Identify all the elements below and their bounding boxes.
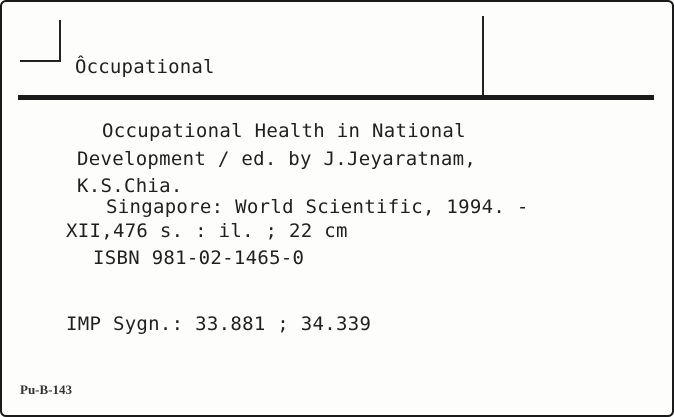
title-line-2: Development / ed. by J.Jeyaratnam, <box>77 148 477 170</box>
corner-mark-horizontal <box>20 60 61 62</box>
column-divider <box>482 16 484 98</box>
imprint-line-1: Singapore: World Scientific, 1994. - <box>106 196 529 218</box>
heading-rule <box>18 95 654 100</box>
corner-mark-vertical <box>59 20 61 62</box>
title-line-1: Occupational Health in National <box>102 120 466 142</box>
footer-code: Pu-B-143 <box>20 382 72 397</box>
subject-heading: Ôccupational <box>75 56 215 78</box>
imprint-line-2: XII,476 s. : il. ; 22 cm <box>66 220 348 242</box>
isbn-line: ISBN 981-02-1465-0 <box>93 247 305 269</box>
signature-line: IMP Sygn.: 33.881 ; 34.339 <box>66 313 372 335</box>
title-line-3: K.S.Chia. <box>77 175 183 197</box>
